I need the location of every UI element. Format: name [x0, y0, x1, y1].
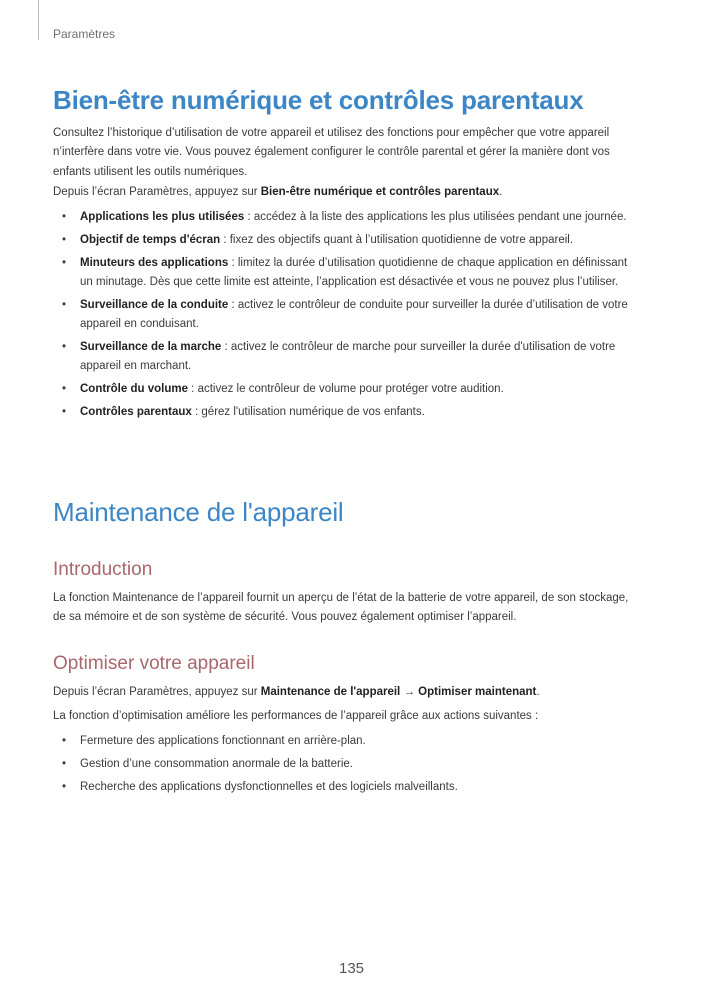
feature-desc: : gérez l'utilisation numérique de vos enfants.	[191, 406, 425, 418]
feature-desc: : activez le contrôleur de volume pour protéger votre audition.	[187, 383, 504, 395]
list-item	[53, 380, 643, 399]
digital-wellbeing-path	[53, 183, 643, 202]
list-item	[53, 403, 643, 422]
feature-term: Objectif de temps d'écran	[80, 234, 221, 246]
feature-term: Applications les plus utilisées	[80, 211, 245, 223]
list-item	[53, 338, 643, 376]
header-section-label: Paramètres	[53, 27, 116, 41]
maintenance-intro-text: La fonction Maintenance de l’appareil fournit un aperçu de l’état de la batterie de votre appareil, de son stockage, de sa mémoire et de son système de sécurité. Vous pouvez également optimiser l’appareil.	[53, 592, 629, 624]
subsection-title-introduction: Introduction	[53, 559, 153, 580]
feature-term: Contrôle du volume	[80, 383, 188, 395]
list-item	[53, 254, 643, 292]
path-prefix: Depuis l’écran Paramètres, appuyez sur	[53, 186, 261, 198]
digital-wellbeing-intro: Consultez l’historique d’utilisation de votre appareil et utilisez des fonctions pour empêcher que votre appareil n’interfère dans votre vie. Vous pouvez également configurer le contrôle parental et gérer la manière dont vos enfants utilisent les outils numériques.	[53, 127, 610, 178]
feature-term: Contrôles parentaux	[80, 406, 192, 418]
digital-wellbeing-features	[53, 208, 643, 422]
list-item: • Fermeture des applications fonctionnant en arrière-plan.	[53, 732, 643, 751]
optimize-actions-list	[53, 732, 643, 797]
optimize-lead: La fonction d’optimisation améliore les performances de l’appareil grâce aux actions suivantes :	[53, 710, 539, 722]
path-arrow: →	[400, 686, 419, 698]
page-number: 135	[338, 960, 365, 977]
feature-desc: : activez le contrôleur de conduite pour surveiller la durée d’utilisation de votre appareil en conduisant.	[80, 299, 628, 330]
feature-desc: : accédez à la liste des applications les plus utilisées pendant une journée.	[244, 211, 627, 223]
list-item	[53, 208, 643, 227]
list-item	[53, 296, 643, 334]
path-suffix: .	[499, 186, 503, 198]
section-title-maintenance: Maintenance de l'appareil	[53, 497, 344, 527]
optimize-path	[53, 683, 643, 702]
feature-desc: : fixez des objectifs quant à l’utilisation quotidienne de votre appareil.	[220, 234, 574, 246]
list-item	[53, 231, 643, 250]
list-item: • Recherche des applications dysfonctionnelles et des logiciels malveillants.	[53, 778, 643, 797]
feature-term: Minuteurs des applications	[80, 257, 229, 269]
feature-term: Surveillance de la marche	[80, 341, 222, 353]
path-action-name: Optimiser maintenant	[418, 686, 537, 698]
feature-desc: : limitez la durée d’utilisation quotidienne de chaque application en définissant un minutage. Dès que cette limite est atteinte, l’application est désactivée et vous ne pouvez plus l’utiliser.	[80, 257, 628, 288]
path-suffix: .	[536, 686, 540, 698]
path-prefix: Depuis l’écran Paramètres, appuyez sur	[53, 686, 261, 698]
header-divider	[38, 0, 39, 40]
subsection-title-optimize: Optimiser votre appareil	[53, 653, 255, 674]
feature-term: Surveillance de la conduite	[80, 299, 229, 311]
path-menu-name: Maintenance de l'appareil	[260, 686, 401, 698]
section-title-digital-wellbeing: Bien-être numérique et contrôles parentaux	[53, 85, 584, 115]
list-item: • Gestion d’une consommation anormale de la batterie.	[53, 755, 643, 774]
feature-desc: : activez le contrôleur de marche pour surveiller la durée d'utilisation de votre appareil en marchant.	[80, 341, 616, 372]
path-menu-name: Bien-être numérique et contrôles parentaux	[260, 186, 500, 198]
